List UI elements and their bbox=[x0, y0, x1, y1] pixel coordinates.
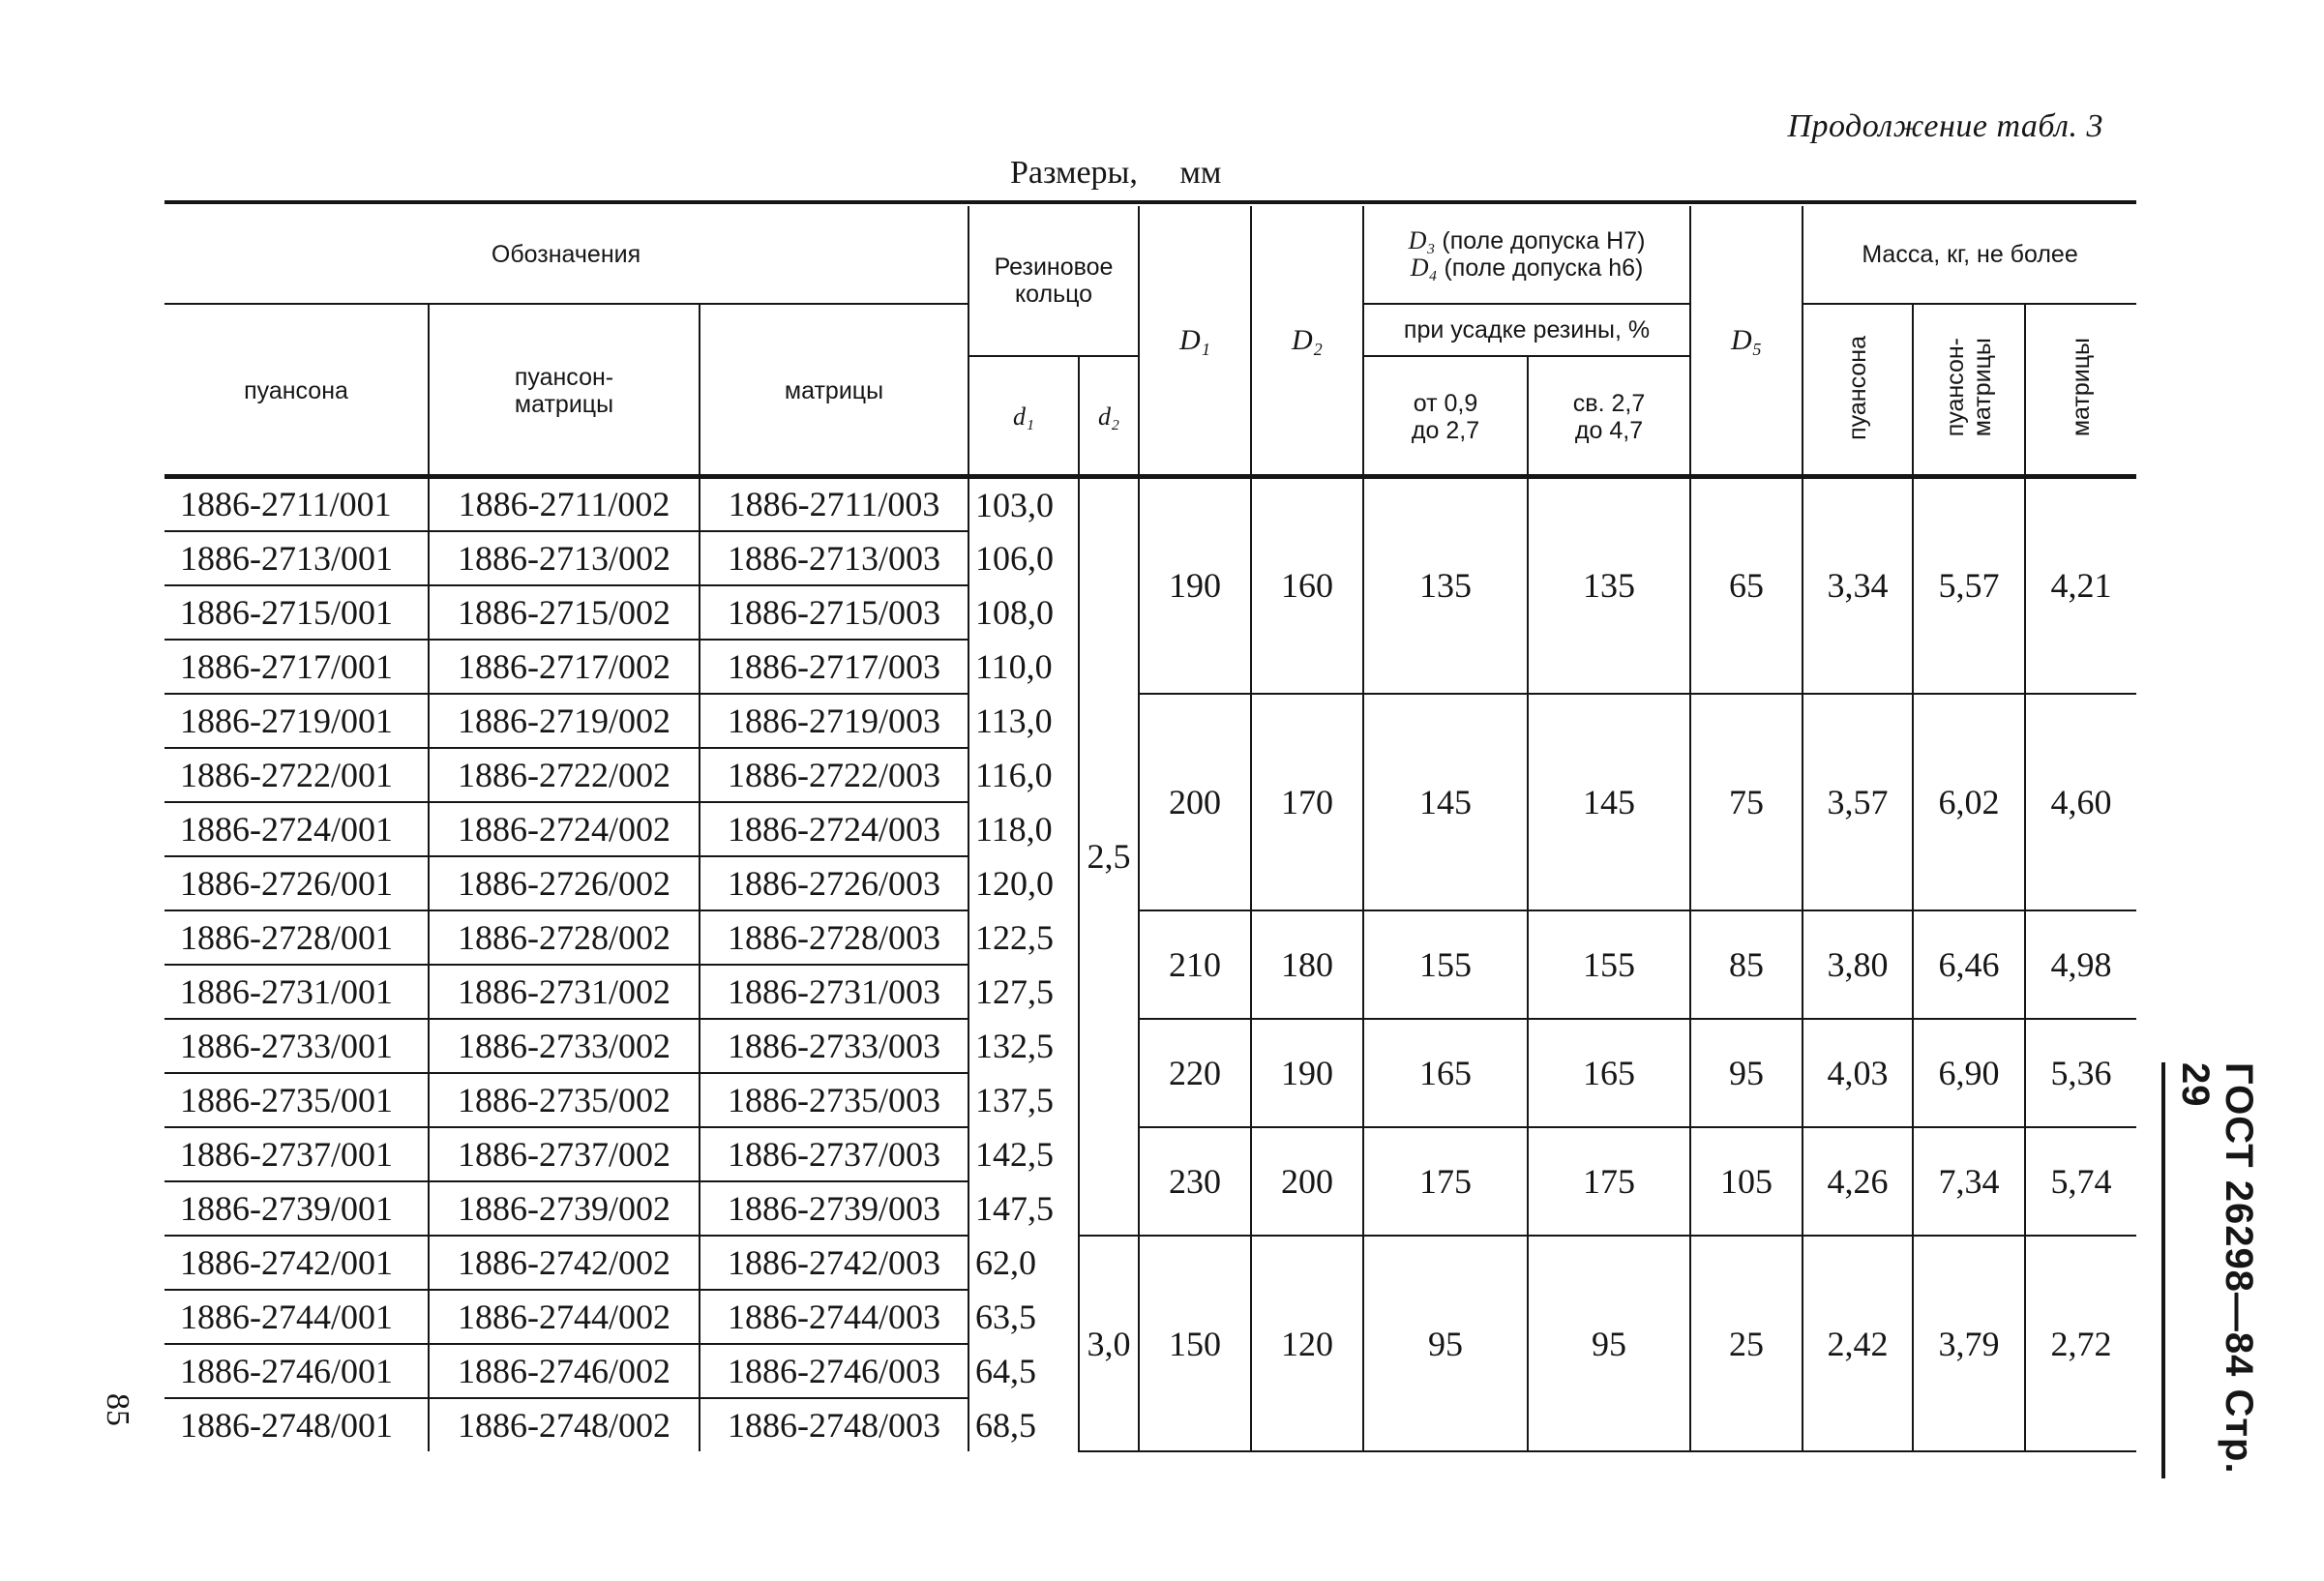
D5-value-cell: 105 bbox=[1690, 1127, 1803, 1236]
D4-value-cell: 155 bbox=[1528, 910, 1690, 1019]
die-code-cell: 1886-2717/003 bbox=[700, 640, 968, 694]
D2-value-cell: 120 bbox=[1251, 1236, 1363, 1451]
table-row bbox=[164, 694, 2136, 748]
mass-die-cell: 5,74 bbox=[2025, 1127, 2136, 1236]
d1-value-cell: 110,0 bbox=[968, 640, 1079, 694]
D3-text: (поле допуска Н7) bbox=[1435, 227, 1646, 254]
D5-value-cell: 65 bbox=[1690, 477, 1803, 694]
mass-die-label: матрицы bbox=[2068, 338, 2096, 437]
punch-code-cell: 1886-2724/001 bbox=[164, 802, 429, 856]
D1-value-cell: 200 bbox=[1139, 694, 1251, 910]
D1-value-cell: 150 bbox=[1139, 1236, 1251, 1451]
units-caption bbox=[1010, 155, 1221, 192]
punch-code-cell: 1886-2722/001 bbox=[164, 748, 429, 802]
d1-value-cell: 106,0 bbox=[968, 531, 1079, 585]
rubber-ring-header: Резиновое кольцо bbox=[968, 206, 1139, 356]
punch-die-code-cell: 1886-2728/002 bbox=[429, 910, 700, 965]
punch-code-cell: 1886-2719/001 bbox=[164, 694, 429, 748]
mass-punch-header bbox=[1803, 304, 1913, 477]
D2-value-cell: 170 bbox=[1251, 694, 1363, 910]
die-code-cell: 1886-2742/003 bbox=[700, 1236, 968, 1290]
D2-header bbox=[1251, 206, 1363, 477]
D3-value-cell: 135 bbox=[1363, 477, 1528, 694]
table-row bbox=[164, 1236, 2136, 1290]
punch-die-header: пуансон- матрицы bbox=[429, 304, 700, 477]
table-row bbox=[164, 1019, 2136, 1073]
D4-line bbox=[1364, 254, 1689, 282]
d1-symbol: d₁ bbox=[1012, 402, 1035, 431]
D3-line bbox=[1364, 227, 1689, 254]
d1-header bbox=[968, 356, 1079, 477]
mass-punch-label: пуансона bbox=[1844, 335, 1872, 440]
punch-die-code-cell: 1886-2748/002 bbox=[429, 1398, 700, 1451]
punch-die-code-cell: 1886-2715/002 bbox=[429, 585, 700, 640]
punch-die-code-cell: 1886-2735/002 bbox=[429, 1073, 700, 1127]
mass-die-cell: 4,98 bbox=[2025, 910, 2136, 1019]
D3-D4-header bbox=[1363, 206, 1690, 304]
mass-punch-cell: 3,57 bbox=[1803, 694, 1913, 910]
shrinkage-header: при усадке резины, % bbox=[1363, 304, 1690, 356]
punch-die-code-cell: 1886-2742/002 bbox=[429, 1236, 700, 1290]
top-rule bbox=[164, 200, 2136, 204]
punch-code-cell: 1886-2746/001 bbox=[164, 1344, 429, 1398]
D4-value-cell: 135 bbox=[1528, 477, 1690, 694]
D1-value-cell: 210 bbox=[1139, 910, 1251, 1019]
D1-value-cell: 190 bbox=[1139, 477, 1251, 694]
D5-value-cell: 25 bbox=[1690, 1236, 1803, 1451]
mass-punch-cell: 2,42 bbox=[1803, 1236, 1913, 1451]
punch-code-cell: 1886-2733/001 bbox=[164, 1019, 429, 1073]
punch-die-code-cell: 1886-2744/002 bbox=[429, 1290, 700, 1344]
table-header bbox=[164, 206, 2136, 477]
punch-die-code-cell: 1886-2713/002 bbox=[429, 531, 700, 585]
d1-value-cell: 142,5 bbox=[968, 1127, 1079, 1181]
die-header: матрицы bbox=[700, 304, 968, 477]
die-code-cell: 1886-2728/003 bbox=[700, 910, 968, 965]
mass-punch-die-label: пуансон- матрицы bbox=[1942, 338, 1997, 437]
D5-header bbox=[1690, 206, 1803, 477]
die-code-cell: 1886-2739/003 bbox=[700, 1181, 968, 1236]
die-code-cell: 1886-2735/003 bbox=[700, 1073, 968, 1127]
mass-punch-die-cell: 3,79 bbox=[1913, 1236, 2025, 1451]
die-code-cell: 1886-2748/003 bbox=[700, 1398, 968, 1451]
D2-value-cell: 200 bbox=[1251, 1127, 1363, 1236]
punch-code-cell: 1886-2731/001 bbox=[164, 965, 429, 1019]
d1-value-cell: 122,5 bbox=[968, 910, 1079, 965]
d2-header bbox=[1079, 356, 1139, 477]
d1-value-cell: 63,5 bbox=[968, 1290, 1079, 1344]
D3-value-cell: 155 bbox=[1363, 910, 1528, 1019]
die-code-cell: 1886-2715/003 bbox=[700, 585, 968, 640]
punch-die-code-cell: 1886-2746/002 bbox=[429, 1344, 700, 1398]
D5-symbol: D₅ bbox=[1730, 324, 1763, 356]
table-row bbox=[164, 1127, 2136, 1181]
punch-code-cell: 1886-2715/001 bbox=[164, 585, 429, 640]
D4-text: (поле допуска h6) bbox=[1437, 254, 1644, 282]
d1-value-cell: 147,5 bbox=[968, 1181, 1079, 1236]
punch-die-code-cell: 1886-2737/002 bbox=[429, 1127, 700, 1181]
d1-value-cell: 137,5 bbox=[968, 1073, 1079, 1127]
table-row bbox=[164, 477, 2136, 531]
mass-punch-die-cell: 5,57 bbox=[1913, 477, 2025, 694]
mass-punch-cell: 4,26 bbox=[1803, 1127, 1913, 1236]
D5-value-cell: 85 bbox=[1690, 910, 1803, 1019]
d1-value-cell: 62,0 bbox=[968, 1236, 1079, 1290]
mass-punch-die-cell: 6,02 bbox=[1913, 694, 2025, 910]
punch-code-cell: 1886-2748/001 bbox=[164, 1398, 429, 1451]
shrink-b-header: св. 2,7 до 4,7 bbox=[1528, 356, 1690, 477]
d1-value-cell: 127,5 bbox=[968, 965, 1079, 1019]
punch-code-cell: 1886-2726/001 bbox=[164, 856, 429, 910]
D3-symbol: D₃ bbox=[1408, 226, 1436, 254]
mass-punch-die-header bbox=[1913, 304, 2025, 477]
D3-value-cell: 95 bbox=[1363, 1236, 1528, 1451]
die-code-cell: 1886-2713/003 bbox=[700, 531, 968, 585]
table-body bbox=[164, 477, 2136, 1451]
die-code-cell: 1886-2737/003 bbox=[700, 1127, 968, 1181]
punch-die-code-cell: 1886-2733/002 bbox=[429, 1019, 700, 1073]
side-header: ГОСТ 26298—84 Стр. 29 bbox=[2161, 1062, 2260, 1478]
D1-value-cell: 230 bbox=[1139, 1127, 1251, 1236]
punch-die-code-cell: 1886-2711/002 bbox=[429, 477, 700, 531]
D1-value-cell: 220 bbox=[1139, 1019, 1251, 1127]
mass-punch-die-cell: 6,46 bbox=[1913, 910, 2025, 1019]
D2-value-cell: 190 bbox=[1251, 1019, 1363, 1127]
D2-value-cell: 180 bbox=[1251, 910, 1363, 1019]
punch-die-code-cell: 1886-2724/002 bbox=[429, 802, 700, 856]
mass-die-cell: 4,60 bbox=[2025, 694, 2136, 910]
mass-die-cell: 2,72 bbox=[2025, 1236, 2136, 1451]
d1-value-cell: 132,5 bbox=[968, 1019, 1079, 1073]
D2-symbol: D₂ bbox=[1291, 324, 1324, 356]
punch-die-code-cell: 1886-2719/002 bbox=[429, 694, 700, 748]
D4-value-cell: 95 bbox=[1528, 1236, 1690, 1451]
punch-code-cell: 1886-2713/001 bbox=[164, 531, 429, 585]
designations-header: Обозначения bbox=[164, 206, 968, 304]
punch-die-code-cell: 1886-2731/002 bbox=[429, 965, 700, 1019]
punch-header: пуансона bbox=[164, 304, 429, 477]
punch-code-cell: 1886-2742/001 bbox=[164, 1236, 429, 1290]
d1-value-cell: 116,0 bbox=[968, 748, 1079, 802]
punch-code-cell: 1886-2739/001 bbox=[164, 1181, 429, 1236]
die-code-cell: 1886-2719/003 bbox=[700, 694, 968, 748]
die-code-cell: 1886-2731/003 bbox=[700, 965, 968, 1019]
punch-code-cell: 1886-2744/001 bbox=[164, 1290, 429, 1344]
D2-value-cell: 160 bbox=[1251, 477, 1363, 694]
page-header: Продолжение табл. 3 bbox=[1787, 108, 2103, 144]
mass-punch-cell: 3,80 bbox=[1803, 910, 1913, 1019]
table-row bbox=[164, 910, 2136, 965]
d1-value-cell: 103,0 bbox=[968, 477, 1079, 531]
mass-punch-cell: 3,34 bbox=[1803, 477, 1913, 694]
die-code-cell: 1886-2724/003 bbox=[700, 802, 968, 856]
D3-value-cell: 165 bbox=[1363, 1019, 1528, 1127]
punch-die-code-cell: 1886-2726/002 bbox=[429, 856, 700, 910]
die-code-cell: 1886-2711/003 bbox=[700, 477, 968, 531]
mass-die-cell: 4,21 bbox=[2025, 477, 2136, 694]
d1-value-cell: 120,0 bbox=[968, 856, 1079, 910]
punch-code-cell: 1886-2737/001 bbox=[164, 1127, 429, 1181]
units-label: Размеры, bbox=[1010, 155, 1138, 191]
die-code-cell: 1886-2722/003 bbox=[700, 748, 968, 802]
punch-die-code-cell: 1886-2717/002 bbox=[429, 640, 700, 694]
punch-code-cell: 1886-2717/001 bbox=[164, 640, 429, 694]
die-code-cell: 1886-2726/003 bbox=[700, 856, 968, 910]
d2-symbol: d₂ bbox=[1097, 402, 1120, 431]
D3-value-cell: 145 bbox=[1363, 694, 1528, 910]
D4-symbol: D₄ bbox=[1410, 254, 1438, 282]
mass-header: Масса, кг, не более bbox=[1803, 206, 2136, 304]
mass-punch-die-cell: 7,34 bbox=[1913, 1127, 2025, 1236]
mass-punch-die-cell: 6,90 bbox=[1913, 1019, 2025, 1127]
die-code-cell: 1886-2746/003 bbox=[700, 1344, 968, 1398]
mass-die-header bbox=[2025, 304, 2136, 477]
punch-code-cell: 1886-2735/001 bbox=[164, 1073, 429, 1127]
punch-die-code-cell: 1886-2722/002 bbox=[429, 748, 700, 802]
mass-punch-cell: 4,03 bbox=[1803, 1019, 1913, 1127]
die-code-cell: 1886-2733/003 bbox=[700, 1019, 968, 1073]
punch-code-cell: 1886-2728/001 bbox=[164, 910, 429, 965]
D4-value-cell: 165 bbox=[1528, 1019, 1690, 1127]
d1-value-cell: 118,0 bbox=[968, 802, 1079, 856]
d2-value-cell: 3,0 bbox=[1079, 1236, 1139, 1451]
shrink-a-header: от 0,9 до 2,7 bbox=[1363, 356, 1528, 477]
D4-value-cell: 175 bbox=[1528, 1127, 1690, 1236]
page-number: 85 bbox=[100, 1393, 135, 1426]
D5-value-cell: 95 bbox=[1690, 1019, 1803, 1127]
d1-value-cell: 64,5 bbox=[968, 1344, 1079, 1398]
d1-value-cell: 108,0 bbox=[968, 585, 1079, 640]
mass-die-cell: 5,36 bbox=[2025, 1019, 2136, 1127]
D5-value-cell: 75 bbox=[1690, 694, 1803, 910]
units-unit: мм bbox=[1179, 155, 1222, 191]
d2-value-cell: 2,5 bbox=[1079, 477, 1139, 1236]
d1-value-cell: 68,5 bbox=[968, 1398, 1079, 1451]
d1-value-cell: 113,0 bbox=[968, 694, 1079, 748]
D1-symbol: D₁ bbox=[1178, 324, 1211, 356]
specs-table bbox=[164, 206, 2136, 1452]
header-double-rule bbox=[164, 474, 2136, 479]
D1-header bbox=[1139, 206, 1251, 477]
D3-value-cell: 175 bbox=[1363, 1127, 1528, 1236]
die-code-cell: 1886-2744/003 bbox=[700, 1290, 968, 1344]
punch-die-code-cell: 1886-2739/002 bbox=[429, 1181, 700, 1236]
punch-code-cell: 1886-2711/001 bbox=[164, 477, 429, 531]
D4-value-cell: 145 bbox=[1528, 694, 1690, 910]
